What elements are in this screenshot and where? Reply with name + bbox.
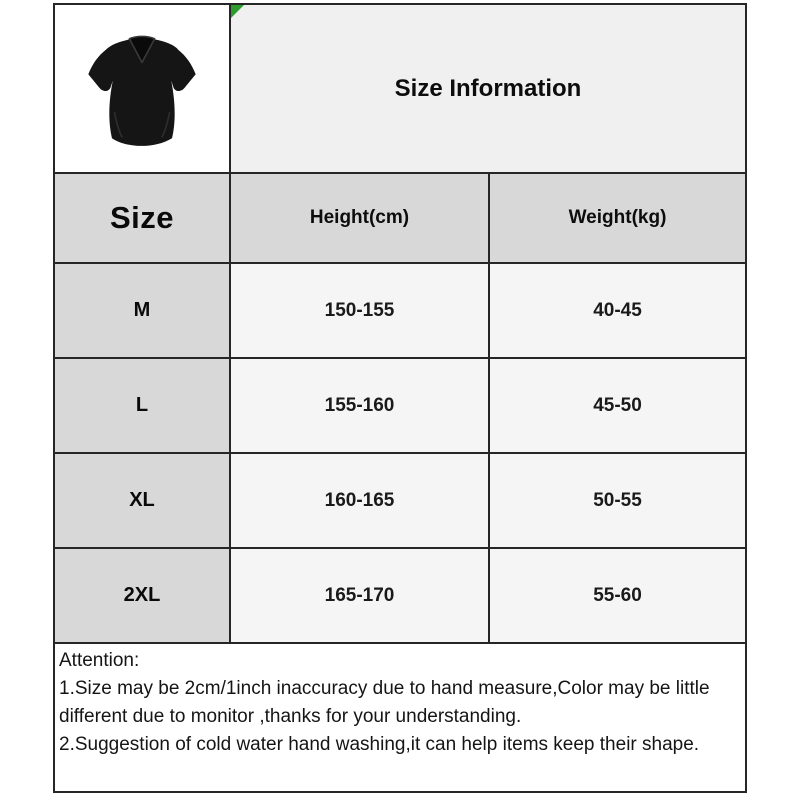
- column-header-height: Height(cm): [231, 174, 490, 262]
- title-row: [55, 5, 745, 174]
- product-image-cell: [55, 5, 231, 172]
- attention-row: [55, 644, 745, 791]
- height-value: 155-160: [231, 359, 490, 452]
- table-row-m: [55, 264, 745, 359]
- attention-note-2: 2.Suggestion of cold water hand washing,it can help items keep their shape.: [59, 734, 700, 755]
- table-row-l: [55, 359, 745, 454]
- table-row-2xl: [55, 549, 745, 644]
- size-information-header: [231, 5, 745, 172]
- size-chart-table: [53, 3, 747, 793]
- column-header-row: [55, 174, 745, 264]
- height-value: 160-165: [231, 454, 490, 547]
- attention-section: [55, 644, 745, 791]
- table-row-xl: [55, 454, 745, 549]
- size-label: XL: [55, 454, 231, 547]
- height-value: 150-155: [231, 264, 490, 357]
- tshirt-image: [67, 16, 217, 161]
- column-header-weight: Weight(kg): [568, 207, 667, 228]
- attention-note-1: 1.Size may be 2cm/1inch inaccuracy due to hand measure,Color may be little different due to monitor ,thanks for your understanding.: [59, 678, 710, 727]
- size-label: L: [55, 359, 231, 452]
- height-value: 165-170: [231, 549, 490, 642]
- weight-value: 55-60: [490, 549, 745, 642]
- size-information-title: Size Information: [394, 74, 582, 102]
- size-label: 2XL: [55, 549, 231, 642]
- attention-title: Attention:: [59, 650, 140, 671]
- weight-value: 50-55: [490, 454, 745, 547]
- green-corner-marker-icon: [231, 5, 244, 18]
- weight-value: 40-45: [490, 264, 745, 357]
- size-label: M: [55, 264, 231, 357]
- column-header-size: Size: [55, 174, 231, 262]
- weight-value: 45-50: [490, 359, 745, 452]
